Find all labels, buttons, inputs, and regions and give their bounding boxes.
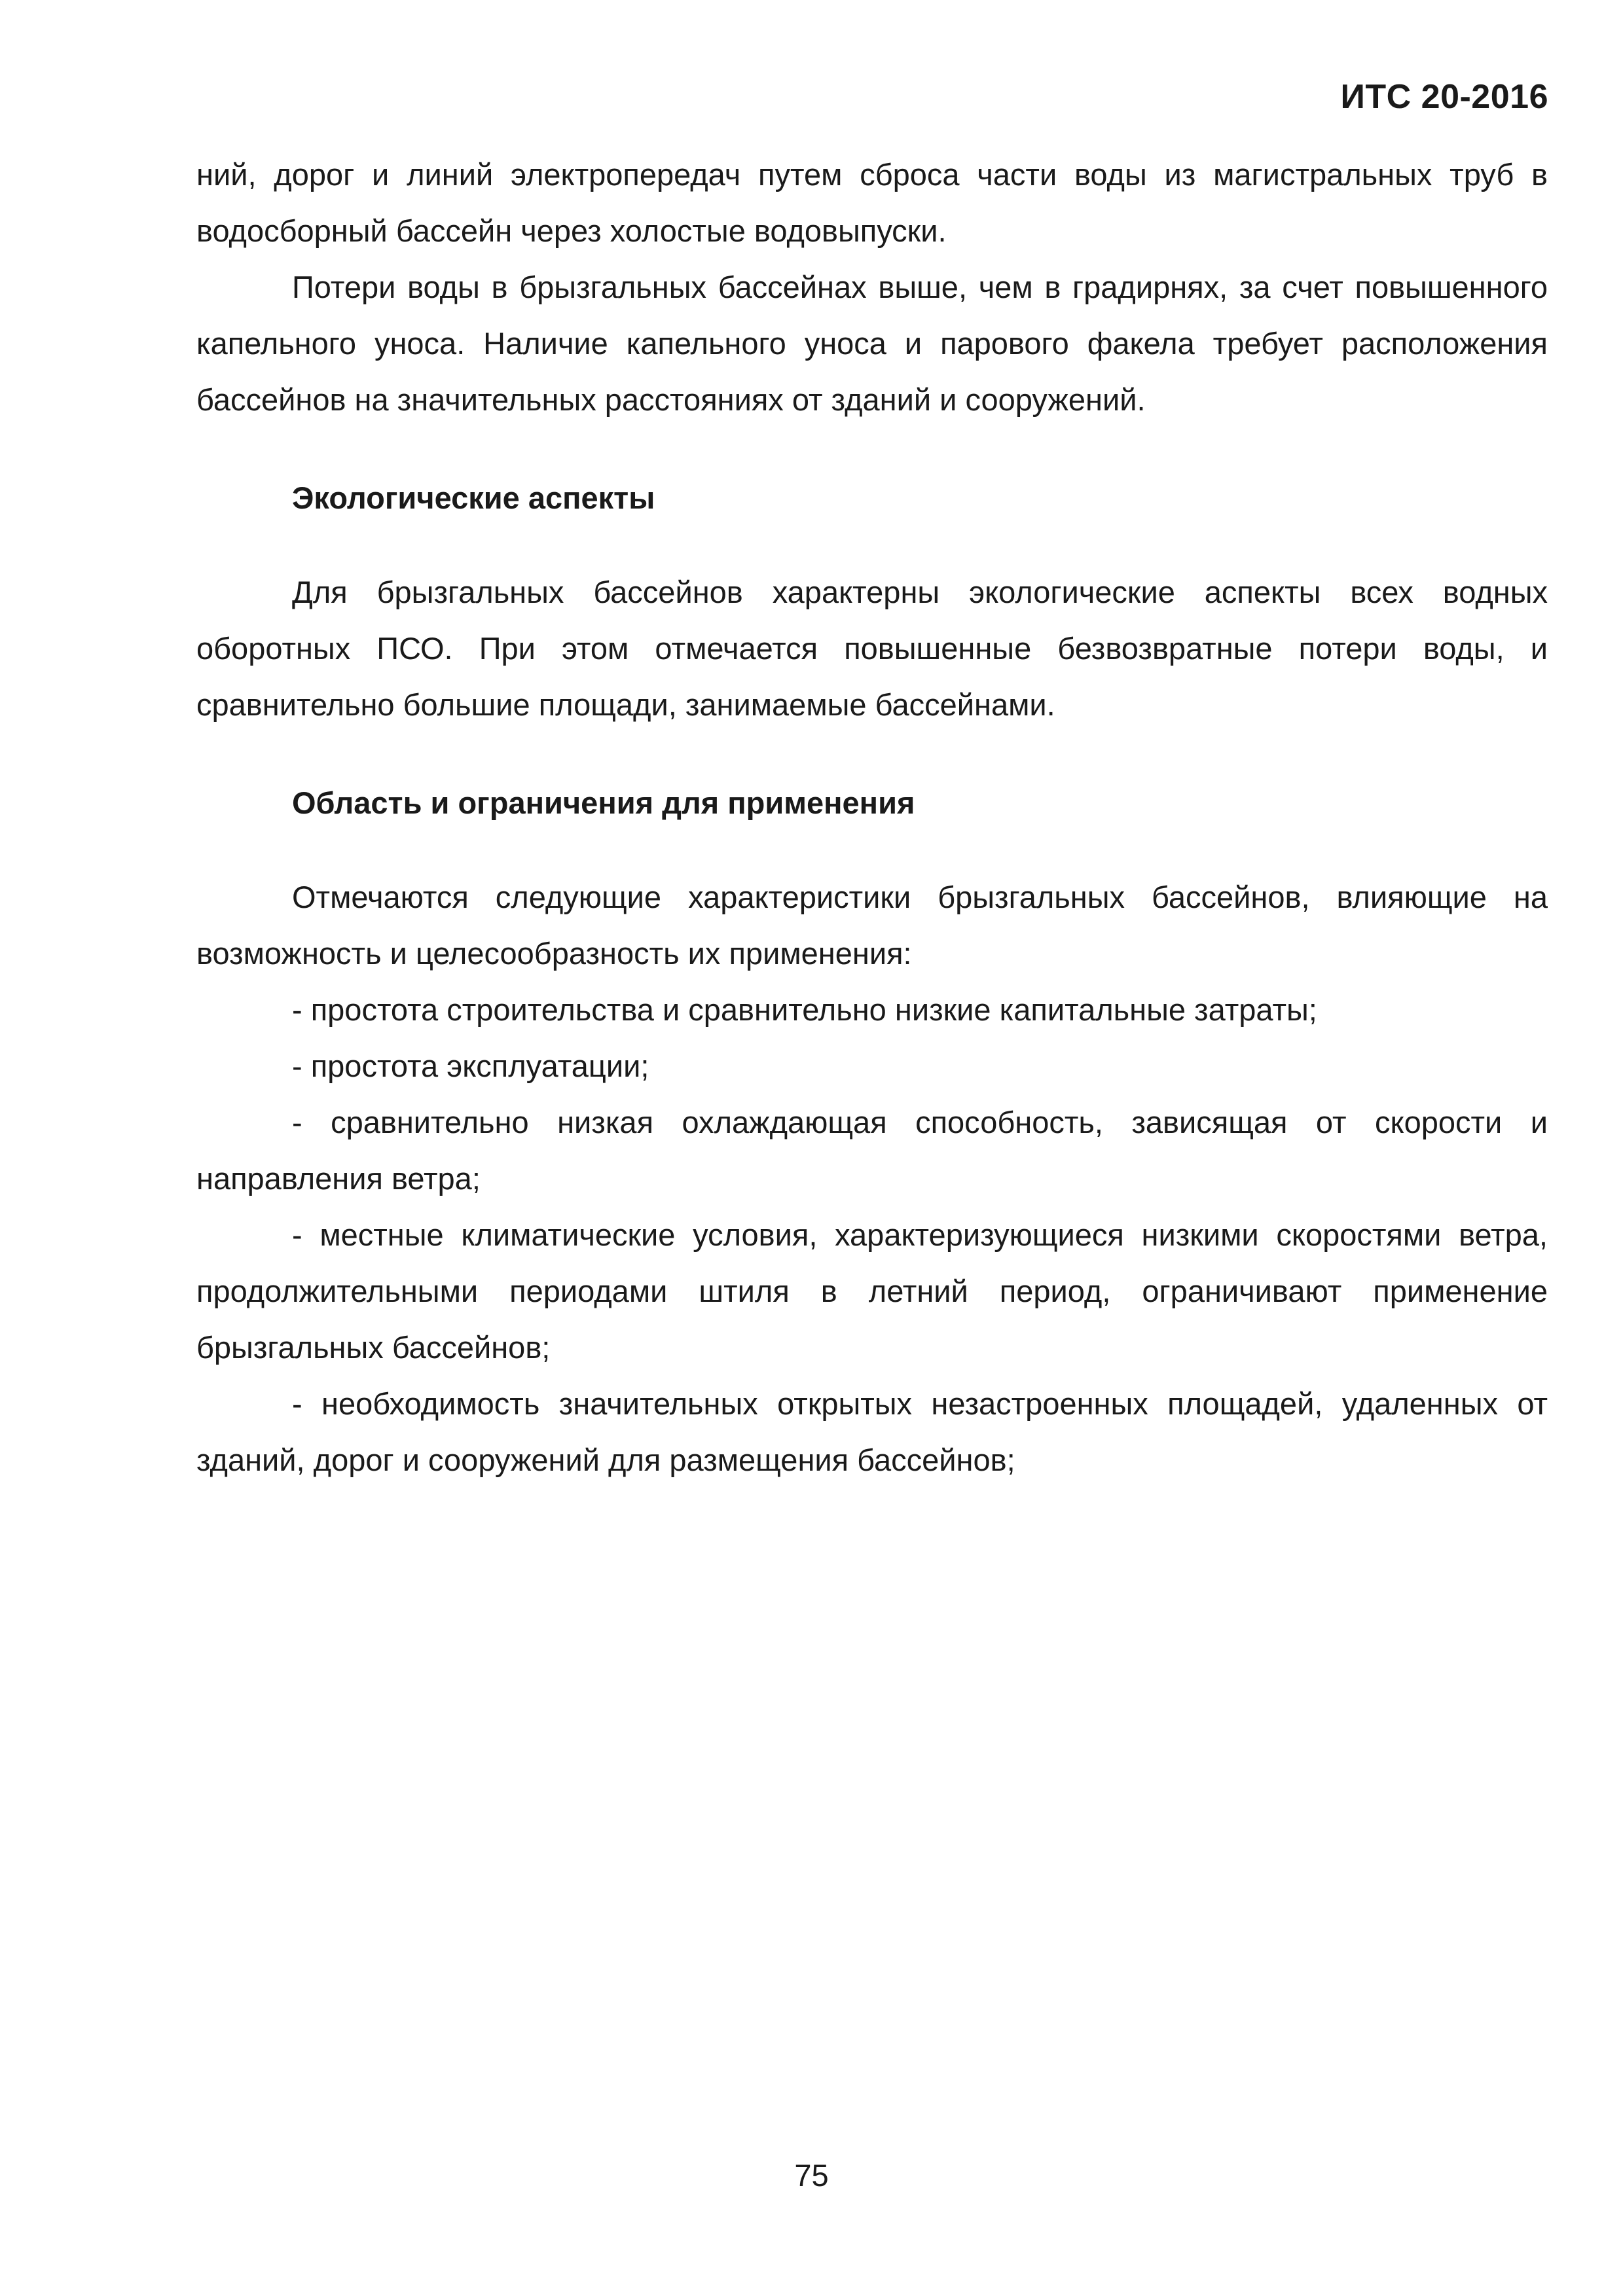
paragraph-continuation: ний, дорог и линий электропередач путем сброса части воды из магистральных труб в водосборный бассейн через холостые водовыпуски. [196,157,1548,248]
list-item: - местные климатические условия, характеризующиеся низкими скоростями ветра, продолжительными периодами штиля в летний период, ограничивают применение брызгальных бассейнов; [196,1217,1548,1365]
paragraph-characteristics-intro: Отмечаются следующие характеристики брызгальных бассейнов, влияющие на возможность и целесообразность их применения: [196,880,1548,971]
list-item: - сравнительно низкая охлаждающая способность, зависящая от скорости и направления ветра; [196,1105,1548,1196]
page-body [196,147,1548,1488]
list-item: - простота эксплуатации; [292,1049,649,1083]
list-item: - простота строительства и сравнительно низкие капитальные затраты; [292,992,1317,1027]
list-item: - необходимость значительных открытых незастроенных площадей, удаленных от зданий, дорог и сооружений для размещения бассейнов; [196,1386,1548,1477]
paragraph-ecology: Для брызгальных бассейнов характерны экологические аспекты всех водных оборотных ПСО. При этом отмечается повышенные безвозвратные потери воды, и сравнительно большие площади, занимаемые бассейнами. [196,575,1548,722]
page-number: 75 [794,2158,829,2193]
document-code-header: ИТС 20-2016 [1340,78,1548,116]
section-heading-applicability: Область и ограничения для применения [292,785,915,820]
paragraph-water-losses: Потери воды в брызгальных бассейнах выше, чем в градирнях, за счет повышенного капельного уноса. Наличие капельного уноса и парового факела требует расположения бассейнов на значительных расстояниях от зданий и сооружений. [196,270,1548,417]
section-heading-ecology: Экологические аспекты [292,480,655,515]
